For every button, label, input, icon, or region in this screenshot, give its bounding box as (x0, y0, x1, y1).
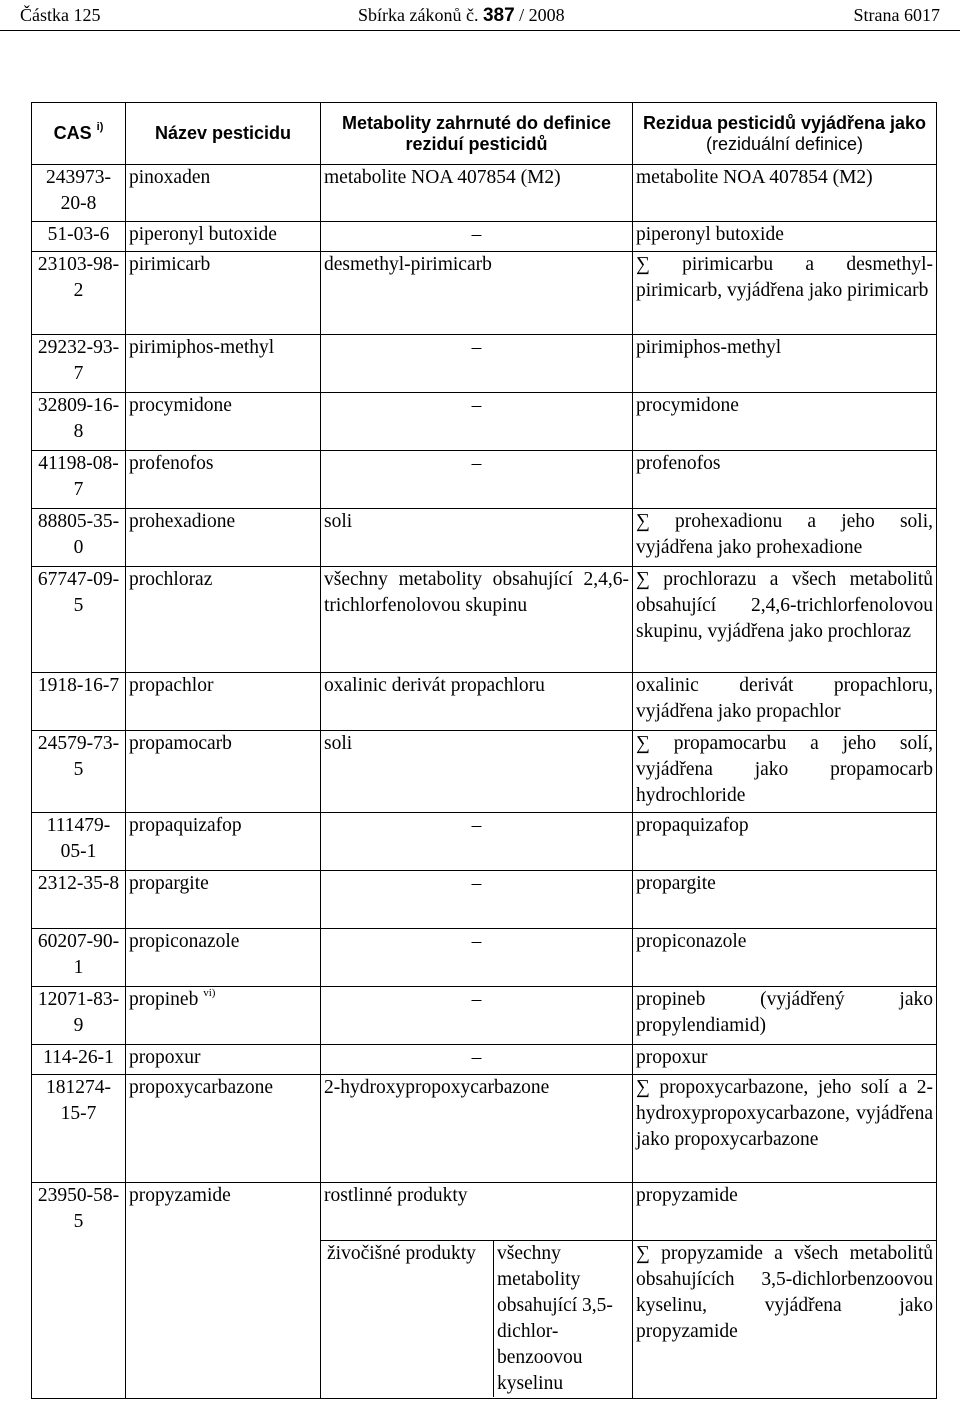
pesticide-table (31, 102, 937, 1399)
metab-cell: – (321, 451, 633, 509)
cas-cell: 23950-58-5 (32, 1183, 126, 1399)
table-row (32, 1183, 937, 1241)
resid-cell: propineb (vyjádřený jako propylendiamid) (633, 987, 937, 1045)
header-cas: CAS $^{i)}$ (32, 103, 126, 165)
cas-cell: 60207-90-1 (32, 929, 126, 987)
resid-cell: ∑ propyzamide a všech metabolitů obsahujících 3,5-dichlorbenzoovou kyselinu, vyjádřena jako propyzamide (633, 1241, 937, 1399)
resid-cell: ∑ prohexadionu a jeho soli, vyjádřena jako prohexadione (633, 509, 937, 567)
header-name: Název pesticidu (126, 103, 321, 165)
resid-cell: propargite (633, 871, 937, 929)
cas-cell: 88805-35-0 (32, 509, 126, 567)
name-cell: propyzamide (126, 1183, 321, 1399)
metab-cell: oxalinic derivát propachloru (321, 673, 633, 731)
metab-cell: – (321, 929, 633, 987)
resid-cell: oxalinic derivát propachloru, vyjádřena jako propachlor (633, 673, 937, 731)
cas-cell: 111479-05-1 (32, 813, 126, 871)
name-cell: procymidone (126, 393, 321, 451)
page-header (0, 0, 960, 31)
resid-cell: procymidone (633, 393, 937, 451)
name-cell: propargite (126, 871, 321, 929)
collection-title: Sbírka zákonů č. 387 / 2008 (358, 5, 565, 26)
table-row (32, 165, 937, 222)
resid-cell: profenofos (633, 451, 937, 509)
metab-split-cell (321, 1241, 633, 1399)
metab-cell: desmethyl-pirimicarb (321, 252, 633, 335)
resid-cell: ∑ propoxycarbazone, jeho solí a 2-hydroxypropoxycarbazone, vyjádřena jako propoxycarbazone (633, 1075, 937, 1183)
metab-cell: – (321, 335, 633, 393)
resid-cell: ∑ prochlorazu a všech metabolitů obsahující 2,4,6-trichlorfenolovou skupinu, vyjádřena jako prochloraz (633, 567, 937, 673)
name-cell: pirimicarb (126, 252, 321, 335)
table-row (32, 673, 937, 731)
cas-cell: 29232-93-7 (32, 335, 126, 393)
table-row (32, 451, 937, 509)
metab-cell: – (321, 1045, 633, 1075)
collection-number: 387 (482, 5, 515, 26)
name-cell: propineb $^{vi)}$ (126, 987, 321, 1045)
cas-cell: 114-26-1 (32, 1045, 126, 1075)
name-cell: propoxur (126, 1045, 321, 1075)
cas-cell: 23103-98-2 (32, 252, 126, 335)
metab-cell: soli (321, 509, 633, 567)
resid-cell: ∑ propamocarbu a jeho solí, vyjádřena jako propamocarb hydrochloride (633, 731, 937, 813)
table-row (32, 335, 937, 393)
cas-cell: 51-03-6 (32, 222, 126, 252)
resid-cell: ∑ pirimicarbu a desmethyl-pirimicarb, vyjádřena jako pirimicarb (633, 252, 937, 335)
name-cell: propoxycarbazone (126, 1075, 321, 1183)
name-cell: propiconazole (126, 929, 321, 987)
metab-cell: – (321, 393, 633, 451)
name-cell: propachlor (126, 673, 321, 731)
name-cell: propaquizafop (126, 813, 321, 871)
metab-cell: – (321, 222, 633, 252)
table-row (32, 929, 937, 987)
name-cell: prohexadione (126, 509, 321, 567)
resid-cell: metabolite NOA 407854 (M2) (633, 165, 937, 222)
table-row (32, 252, 937, 335)
cas-cell: 24579-73-5 (32, 731, 126, 813)
resid-cell: pirimiphos-methyl (633, 335, 937, 393)
resid-cell: propiconazole (633, 929, 937, 987)
cas-cell: 67747-09-5 (32, 567, 126, 673)
table-row (32, 1075, 937, 1183)
page-number: Strana 6017 (853, 5, 940, 25)
animal-products-label: živočišné produkty (324, 1241, 494, 1397)
table-row (32, 731, 937, 813)
resid-cell: propyzamide (633, 1183, 937, 1241)
name-cell: piperonyl butoxide (126, 222, 321, 252)
metab-cell: – (321, 813, 633, 871)
table-row (32, 813, 937, 871)
cas-cell: 243973-20-8 (32, 165, 126, 222)
table-row (32, 393, 937, 451)
cas-cell: 32809-16-8 (32, 393, 126, 451)
header-residues: Rezidua pesticidů vyjádřena jako (reziduální definice) (633, 103, 937, 165)
issue-part: Částka 125 (20, 5, 101, 25)
metab-cell: všechny metabolity obsahující 2,4,6-trichlorfenolovou skupinu (321, 567, 633, 673)
metab-cell: metabolite NOA 407854 (M2) (321, 165, 633, 222)
resid-cell: propoxur (633, 1045, 937, 1075)
table-row (32, 567, 937, 673)
resid-cell: propaquizafop (633, 813, 937, 871)
table-row (32, 1045, 937, 1075)
metab-cell: soli (321, 731, 633, 813)
table-row (32, 871, 937, 929)
name-cell: prochloraz (126, 567, 321, 673)
cas-cell: 12071-83-9 (32, 987, 126, 1045)
metab-cell: – (321, 987, 633, 1045)
header-metabolites: Metabolity zahrnuté do definice reziduí pesticidů (321, 103, 633, 165)
table-row (32, 222, 937, 252)
name-cell: pirimiphos-methyl (126, 335, 321, 393)
cas-cell: 2312-35-8 (32, 871, 126, 929)
table-row (32, 987, 937, 1045)
animal-products-metabolites: všechny metabolity obsahující 3,5-dichlor-benzoovou kyselinu (497, 1243, 613, 1394)
resid-cell: piperonyl butoxide (633, 222, 937, 252)
name-cell: pinoxaden (126, 165, 321, 222)
name-cell: profenofos (126, 451, 321, 509)
table-row (32, 509, 937, 567)
cas-cell: 1918-16-7 (32, 673, 126, 731)
cas-cell: 181274-15-7 (32, 1075, 126, 1183)
name-cell: propamocarb (126, 731, 321, 813)
cas-cell: 41198-08-7 (32, 451, 126, 509)
metab-cell: 2-hydroxypropoxycarbazone (321, 1075, 633, 1183)
metab-cell: rostlinné produkty (321, 1183, 633, 1241)
table-header-row (32, 103, 937, 165)
metab-cell: – (321, 871, 633, 929)
